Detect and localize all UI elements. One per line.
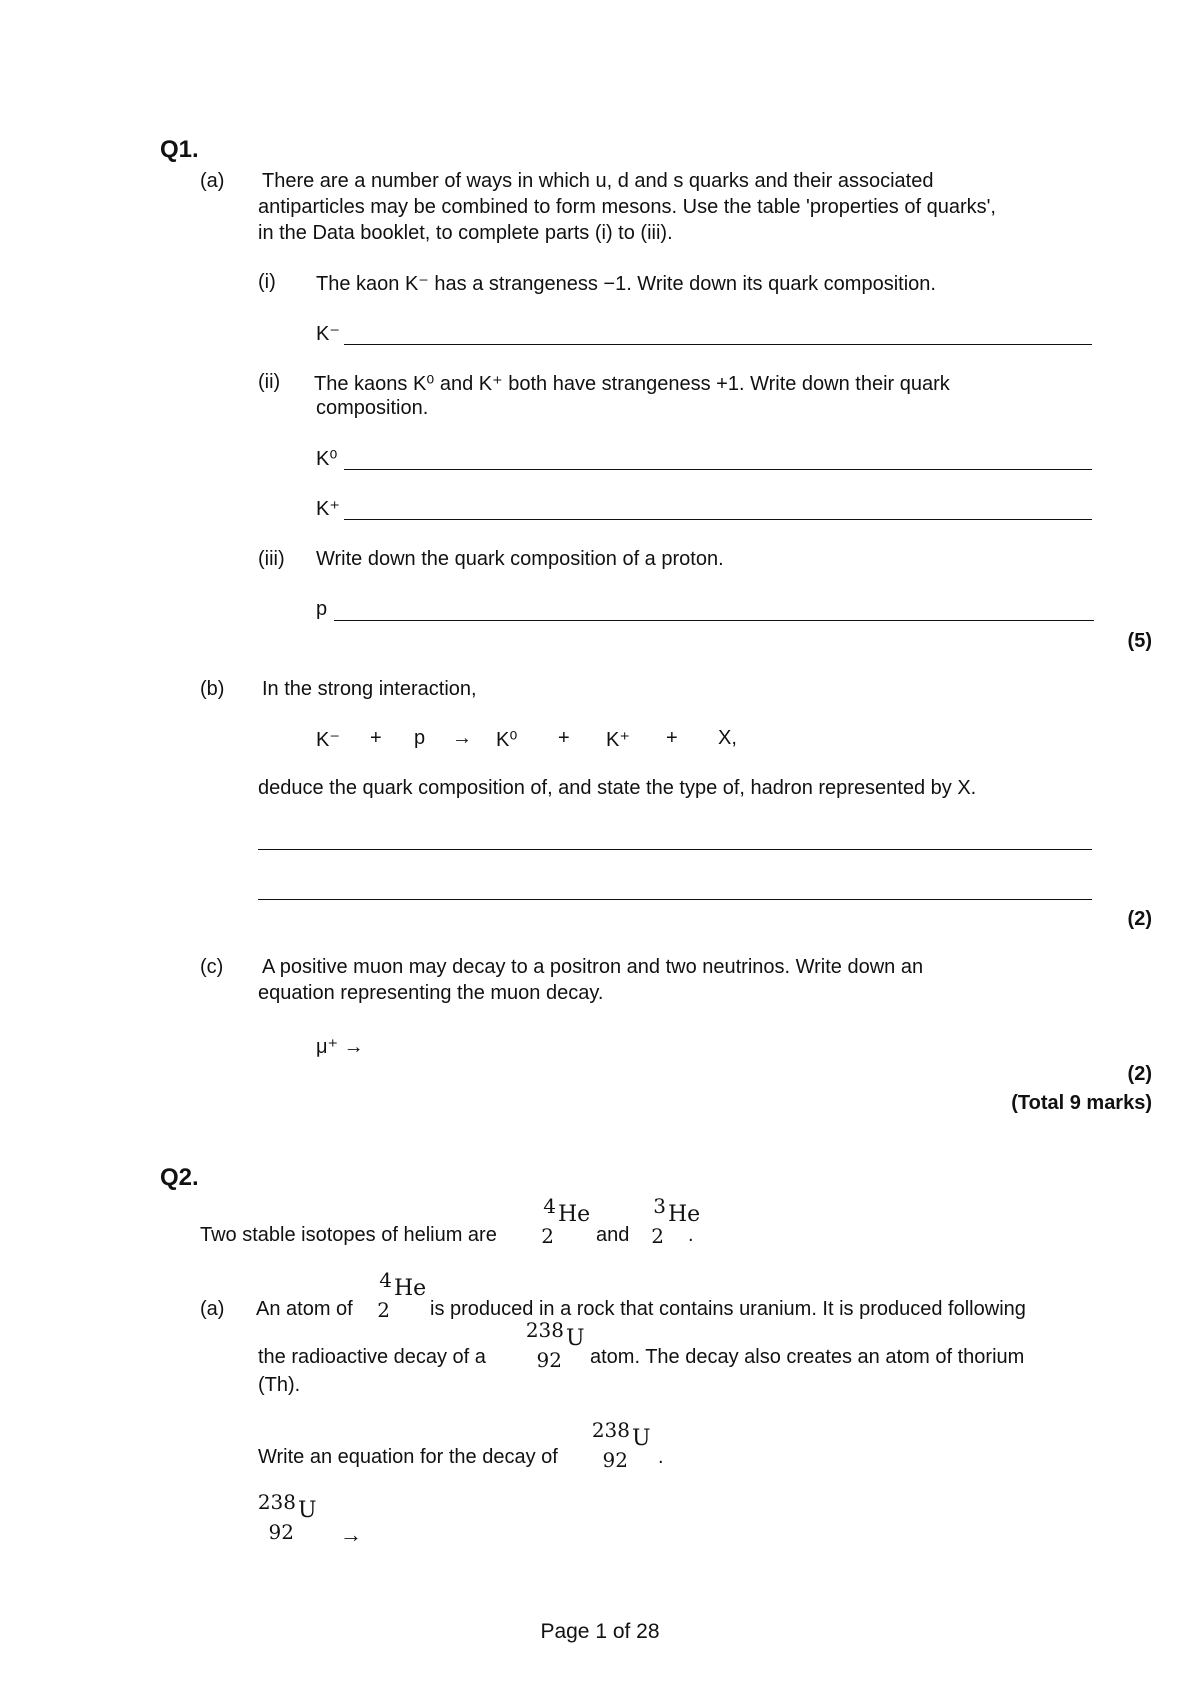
page-number: Page 1 of 28 <box>540 1620 660 1643</box>
question-1-heading: Q1. <box>160 136 199 163</box>
part-a-label: (a) <box>200 170 225 192</box>
subpart-iii-label: (iii) <box>258 548 285 570</box>
total-marks: (Total 9 marks) <box>1011 1092 1152 1114</box>
part-c-marks: (2) <box>1127 1063 1152 1085</box>
answer-line-b-1[interactable] <box>258 849 1092 850</box>
subpart-ii-text-line-1: The kaons K⁰ and K⁺ both have strangeness +1. Write down their quark <box>314 373 950 395</box>
muon-decay-equation: μ⁺ → <box>316 1036 364 1058</box>
q2-instruction: Write an equation for the decay of <box>258 1446 558 1468</box>
subpart-ii-label: (ii) <box>258 371 281 393</box>
question-2-heading: Q2. <box>160 1164 199 1191</box>
answer-line-k-minus[interactable] <box>344 344 1092 345</box>
q2-part-a-line-1-end: is produced in a rock that contains uranium. It is produced following <box>430 1298 1026 1320</box>
part-c-label: (c) <box>200 956 224 978</box>
subpart-iii-text: Write down the quark composition of a proton. <box>316 548 724 570</box>
answer-label-proton: p <box>316 598 328 620</box>
subpart-i-label: (i) <box>258 271 276 293</box>
uranium-238-nuclide-equation: 238 92 U <box>257 1490 317 1544</box>
answer-label-k-minus: K⁻ <box>316 323 340 345</box>
helium-3-nuclide: 3 2 He <box>651 1194 701 1248</box>
q2-part-a-line-3: (Th). <box>258 1374 301 1396</box>
subpart-ii-text-line-2: composition. <box>316 397 429 419</box>
part-a-intro-line-1: There are a number of ways in which u, d and s quarks and their associated <box>262 170 934 192</box>
q2-part-a-line-1-start: An atom of <box>256 1298 353 1320</box>
answer-label-k-zero: K⁰ <box>316 448 338 470</box>
q2-part-a-label: (a) <box>200 1298 225 1320</box>
part-a-marks: (5) <box>1127 630 1152 652</box>
part-a-intro-line-3: in the Data booklet, to complete parts (i) to (iii). <box>258 222 673 244</box>
uranium-238-nuclide: 238 92 U <box>525 1318 585 1372</box>
part-b-marks: (2) <box>1127 908 1152 930</box>
eq-x: X, <box>718 727 737 749</box>
eq-plus-1: + <box>370 727 382 749</box>
part-c-text-line-2: equation representing the muon decay. <box>258 982 604 1004</box>
part-a-intro-line-2: antiparticles may be combined to form mesons. Use the table 'properties of quarks', <box>258 196 996 218</box>
answer-line-k-zero[interactable] <box>344 469 1092 470</box>
part-c-text-line-1: A positive muon may decay to a positron and two neutrinos. Write down an <box>262 956 924 978</box>
subpart-i-text: The kaon K⁻ has a strangeness −1. Write down its quark composition. <box>316 273 936 295</box>
eq-plus-2: + <box>558 727 570 749</box>
q2-intro-end: . <box>688 1224 694 1246</box>
answer-line-k-plus[interactable] <box>344 519 1092 520</box>
eq-k-zero: K⁰ <box>496 729 518 751</box>
decay-arrow: → <box>340 1522 362 1547</box>
eq-k-plus: K⁺ <box>606 729 630 751</box>
helium-4-nuclide-inline: 4 2 He <box>377 1268 427 1322</box>
part-b-intro: In the strong interaction, <box>262 678 477 700</box>
eq-plus-3: + <box>666 727 678 749</box>
uranium-238-nuclide-instruction: 238 92 U <box>591 1418 651 1472</box>
helium-4-nuclide: 4 2 He <box>541 1194 591 1248</box>
answer-line-proton[interactable] <box>334 620 1094 621</box>
q2-intro-text: Two stable isotopes of helium are <box>200 1224 497 1246</box>
q2-intro-and: and <box>596 1224 630 1246</box>
q2-instruction-end: . <box>658 1446 664 1468</box>
eq-arrow: → <box>452 727 472 749</box>
answer-label-k-plus: K⁺ <box>316 498 340 520</box>
eq-proton: p <box>414 727 426 749</box>
answer-line-b-2[interactable] <box>258 899 1092 900</box>
part-b-label: (b) <box>200 678 225 700</box>
q2-part-a-line-2-start: the radioactive decay of a <box>258 1346 486 1368</box>
part-b-question: deduce the quark composition of, and state the type of, hadron represented by X. <box>258 777 977 799</box>
q2-part-a-line-2-end: atom. The decay also creates an atom of thorium <box>590 1346 1025 1368</box>
eq-k-minus: K⁻ <box>316 729 340 751</box>
